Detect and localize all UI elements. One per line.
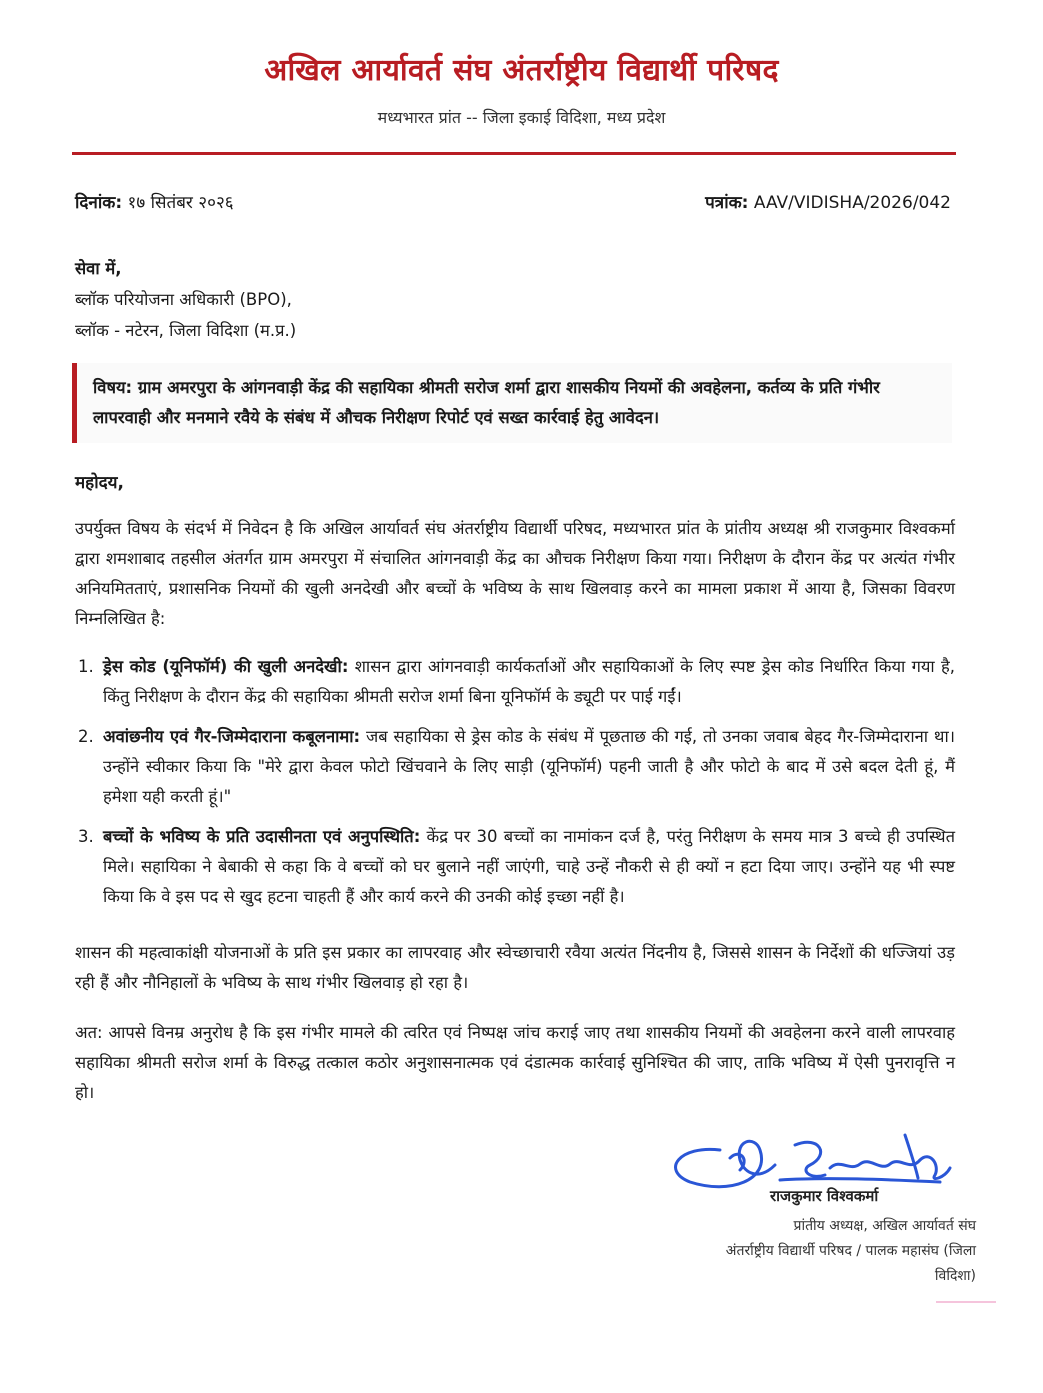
organization-subtitle: मध्यभारत प्रांत -- जिला इकाई विदिशा, मध्य प्रदेश: [377, 108, 666, 127]
recipient-line-1: सेवा में,: [75, 259, 122, 278]
list-item: [75, 722, 955, 812]
ref-value: AAV/VIDISHA/2026/042: [748, 193, 951, 213]
list-heading: ड्रेस कोड (यूनिफॉर्म) की खुली अनदेखी:: [103, 657, 349, 676]
list-number: 2.: [78, 727, 94, 746]
signer-title-line-3: विदिशा): [934, 1268, 976, 1284]
list-text: शासन द्वारा आंगनवाड़ी कार्यकर्ताओं और सहायिकाओं के लिए स्पष्ट ड्रेस कोड निर्धारित किया गया है, किंतु निरीक्षण के दौरान केंद्र की सहायिका श्रीमती सरोज शर्मा बिना यूनिफॉर्म के ड्यूटी पर पाई गईं।: [103, 657, 955, 706]
recipient-block: [75, 253, 296, 346]
recipient-line-2: ब्लॉक परियोजना अधिकारी (BPO),: [75, 290, 292, 309]
decorative-line: [936, 1301, 996, 1303]
intro-paragraph: उपर्युक्त विषय के संदर्भ में निवेदन है कि अखिल आर्यावर्त संघ अंतर्राष्ट्रीय विद्यार्थी परिषद, मध्यभारत प्रांत के प्रांतीय अध्यक्ष श्री राजकुमार विश्वकर्मा द्वारा शमशाबाद तहसील अंतर्गत ग्राम अमरपुरा में संचालित आंगनवाड़ी केंद्र का औचक निरीक्षण किया गया। निरीक्षण के दौरान केंद्र पर अत्यंत गंभीर अनियमितताएं, प्रशासनिक नियमों की खुली अनदेखी और बच्चों के भविष्य के साथ खिलवाड़ करने का मामला प्रकाश में आया है, जिसका विवरण निम्नलिखित है:: [75, 519, 955, 628]
salutation: महोदय,: [75, 473, 124, 493]
date-value: १७ सितंबर २०२६: [122, 193, 234, 213]
date-label: दिनांक:: [75, 193, 123, 213]
list-number: 1.: [78, 657, 94, 676]
recipient-line-3: ब्लॉक - नटेरन, जिला विदिशा (म.प्र.): [75, 321, 297, 340]
reference-number: [705, 190, 951, 213]
list-item: [75, 652, 955, 712]
list-text: केंद्र पर 30 बच्चों का नामांकन दर्ज है, परंतु निरीक्षण के समय मात्र 3 बच्चे ही उपस्थित मिले। सहायिका ने बेबाकी से कहा कि वे बच्चों को घर बुलाने नहीं जाएंगी, चाहे उन्हें नौकरी से ही क्यों न हटा दिया जाए। उन्होंने यह भी स्पष्ट किया कि वे इस पद से खुद हटना चाहती हैं और कार्य करने की उनकी कोई इच्छा नहीं है।: [103, 827, 955, 906]
signer-name: राजकुमार विश्वकर्मा: [770, 1187, 879, 1205]
list-heading: बच्चों के भविष्य के प्रति उदासीनता एवं अनुपस्थिति:: [103, 827, 421, 846]
signature-block: [660, 1120, 990, 1310]
signer-title-line-2: अंतर्राष्ट्रीय विद्यार्थी परिषद / पालक महासंघ (जिला: [725, 1243, 976, 1259]
list-item: [75, 822, 955, 912]
header-divider: [72, 152, 956, 155]
list-text: जब सहायिका से ड्रेस कोड के संबंध में पूछताछ की गई, तो उनका जवाब बेहद गैर-जिम्मेदाराना था। उन्होंने स्वीकार किया कि "मेरे द्वारा केवल फोटो खिंचवाने के लिए साड़ी (यूनिफॉर्म) पहनी जाती है और फोटो के बाद में उसे बदल देती हूं, मैं हमेशा यही करती हूं।": [103, 727, 955, 806]
list-heading: अवांछनीय एवं गैर-जिम्मेदाराना कबूलनामा:: [103, 727, 361, 746]
letter-date: [75, 190, 234, 213]
signer-title-line-1: प्रांतीय अध्यक्ष, अखिल आर्यावर्त संघ: [793, 1218, 976, 1234]
signer-title: [660, 1214, 976, 1289]
findings-list: [75, 652, 955, 922]
request-paragraph: अत: आपसे विनम्र अनुरोध है कि इस गंभीर मामले की त्वरित एवं निष्पक्ष जांच कराई जाए तथा शासकीय नियमों की अवहेलना करने वाली लापरवाह सहायिका श्रीमती सरोज शर्मा के विरुद्ध तत्काल कठोर अनुशासनात्मक एवं दंडात्मक कार्रवाई सुनिश्चित की जाए, ताकि भविष्य में ऐसी पुनरावृत्ति न हो।: [75, 1023, 955, 1102]
subject-box: विषय: ग्राम अमरपुरा के आंगनवाड़ी केंद्र की सहायिका श्रीमती सरोज शर्मा द्वारा शासकीय नियमों की अवहेलना, कर्तव्य के प्रति गंभीर लापरवाही और मनमाने रवैये के संबंध में औचक निरीक्षण रिपोर्ट एवं सख्त कार्रवाई हेतु आवेदन।: [72, 363, 952, 443]
ref-label: पत्रांक:: [705, 193, 749, 213]
organization-name: अखिल आर्यावर्त संघ अंतर्राष्ट्रीय विद्यार्थी परिषद: [264, 53, 779, 88]
list-number: 3.: [78, 827, 94, 846]
condemnation-paragraph: शासन की महत्वाकांक्षी योजनाओं के प्रति इस प्रकार का लापरवाह और स्वेच्छाचारी रवैया अत्यंत निंदनीय है, जिससे शासन के निर्देशों की धज्जियां उड़ रही हैं और नौनिहालों के भविष्य के साथ गंभीर खिलवाड़ हो रहा है।: [75, 943, 955, 992]
